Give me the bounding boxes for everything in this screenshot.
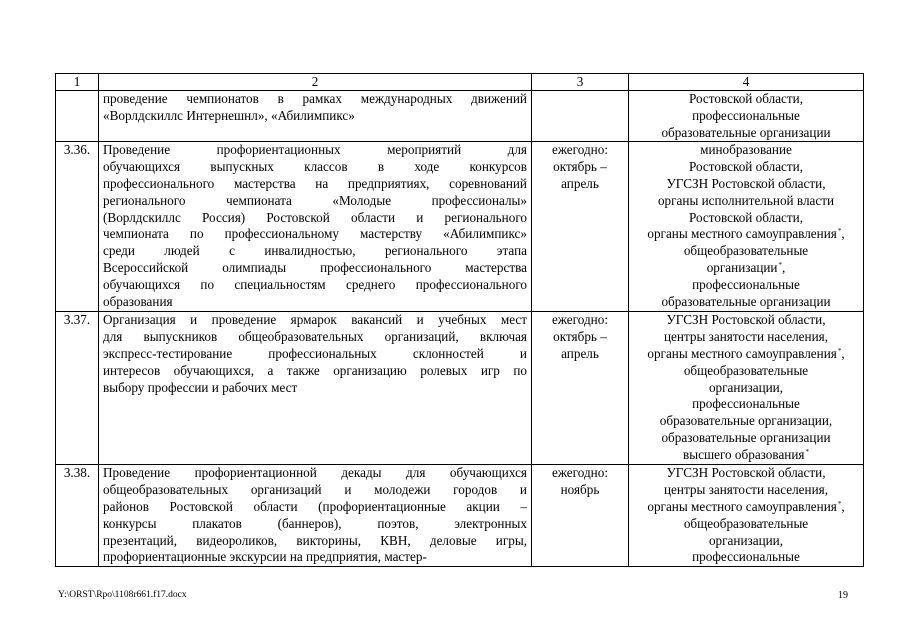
deadline-line: апрель: [561, 345, 599, 361]
description-line: экспресс-тестирование профессиональных склонностей и: [103, 345, 527, 361]
executor-text: общеобразовательные: [683, 515, 809, 531]
footnote-marker: *: [837, 227, 842, 236]
executor-line: [633, 176, 859, 193]
executor-line: [633, 447, 859, 464]
description-line: Проведение профориентационной декады для обучающихся: [103, 465, 527, 481]
executor-line: [633, 159, 859, 176]
description-line: интересов обучающихся, а также организацию ролевых игр по: [103, 362, 527, 378]
executor-text: органы местного самоуправления: [647, 345, 837, 361]
table-row: [56, 465, 864, 567]
executor-text: профессиональные: [692, 549, 800, 565]
description-line: профессионального мастерства на предприятиях, соревнований: [103, 175, 527, 191]
deadline-line: ежегодно:: [552, 312, 608, 328]
trailing-comma: ,: [841, 345, 845, 361]
executor-text: образовательные организации,: [659, 413, 833, 429]
executors-cell: [629, 91, 864, 142]
description-line: среди людей с инвалидностью, регионального этапа: [103, 243, 527, 259]
table-header-row: [56, 74, 864, 91]
executor-line: [633, 312, 859, 329]
executor-text: УГСЗН Ростовской области,: [666, 312, 826, 328]
deadline-line: ежегодно:: [552, 142, 608, 158]
deadline-cell: [532, 91, 629, 142]
deadline-line: октябрь –: [553, 329, 607, 345]
executor-line: [633, 465, 859, 482]
footnote-marker: *: [837, 499, 842, 508]
executor-line: [633, 549, 859, 566]
header-col-4: 4: [629, 74, 864, 91]
executor-text: общеобразовательные: [683, 362, 809, 378]
deadline-cell: [532, 142, 629, 312]
executor-text: образовательные организации: [661, 429, 831, 445]
description-line: образования: [103, 293, 173, 309]
row-number: 3.37.: [56, 312, 99, 465]
executor-line: [633, 533, 859, 550]
executor-line: [633, 396, 859, 413]
activity-description: [99, 465, 532, 567]
executor-line: [633, 226, 859, 243]
header-col-3: 3: [532, 74, 629, 91]
executors-cell: [629, 465, 864, 567]
executor-text: Ростовской области,: [688, 159, 804, 175]
description-line: регионального чемпионата «Молодые профессионалы»: [103, 192, 527, 208]
table-row: [56, 312, 864, 465]
executor-line: [633, 413, 859, 430]
executor-text: минобразование: [700, 142, 792, 158]
description-line: профориентационные экскурсии на предприятия, мастер-: [103, 549, 427, 565]
row-number: 3.36.: [56, 142, 99, 312]
table-row: [56, 91, 864, 142]
deadline-line: ежегодно:: [552, 465, 608, 481]
executor-text: центры занятости населения,: [663, 482, 828, 498]
description-line: чемпионата по профессиональному мастерству «Абилимпикс»: [103, 226, 527, 242]
row-number: 3.38.: [56, 465, 99, 567]
trailing-comma: ,: [841, 226, 845, 242]
description-line: общеобразовательных организаций и молодежи городов и: [103, 482, 527, 498]
executor-line: [633, 108, 859, 125]
executor-text: профессиональные: [692, 107, 800, 123]
executor-line: [633, 243, 859, 260]
header-col-1: 1: [56, 74, 99, 91]
header-col-2: 2: [99, 74, 532, 91]
executor-text: общеобразовательные: [683, 243, 809, 259]
description-line: Всероссийской олимпиады профессионального мастерства: [103, 259, 527, 275]
executor-line: [633, 380, 859, 397]
footnote-marker: *: [805, 447, 809, 456]
executor-line: [633, 277, 859, 294]
executor-text: организации,: [708, 532, 784, 548]
description-line: «Ворлдскиллс Интернешнл», «Абилимпикс»: [103, 107, 355, 123]
executor-line: [633, 430, 859, 447]
description-line: обучающихся выпускных классов в ходе конкурсов: [103, 159, 527, 175]
executor-text: органы исполнительной власти: [657, 192, 835, 208]
executor-text: органы местного самоуправления: [647, 226, 837, 242]
executor-text: Ростовской области,: [688, 91, 804, 106]
deadline-line: октябрь –: [553, 159, 607, 175]
footnote-marker: *: [778, 260, 782, 269]
executor-line: [633, 329, 859, 346]
executor-text: профессиональные: [692, 276, 800, 292]
executor-text: организации: [706, 259, 778, 275]
table-row: [56, 142, 864, 312]
executor-text: Ростовской области,: [688, 209, 804, 225]
executor-line: [633, 142, 859, 159]
executor-line: [633, 294, 859, 311]
executor-line: [633, 260, 859, 277]
footer-file-path: Y:\ORST\Rpo\1108r661.f17.docx: [58, 590, 187, 600]
description-line: для выпускников общеобразовательных организаций, включая: [103, 329, 527, 345]
activity-description: [99, 91, 532, 142]
executor-line: [633, 210, 859, 227]
executor-text: образовательные организации: [661, 124, 831, 140]
description-line: (Ворлдскиллс Россия) Ростовской области и регионального: [103, 209, 527, 225]
deadline-cell: [532, 312, 629, 465]
deadline-line: ноябрь: [560, 482, 600, 498]
executor-line: [633, 499, 859, 516]
activity-description: [99, 142, 532, 312]
trailing-comma: ,: [782, 259, 786, 275]
description-line: Проведение профориентационных мероприятий для: [103, 142, 527, 158]
executor-line: [633, 482, 859, 499]
description-line: Организация и проведение ярмарок вакансий и учебных мест: [103, 312, 527, 328]
description-line: обучающихся по специальностям среднего профессионального: [103, 276, 527, 292]
executor-text: УГСЗН Ростовской области,: [666, 465, 826, 481]
deadline-cell: [532, 465, 629, 567]
executor-line: [633, 516, 859, 533]
executor-line: [633, 125, 859, 142]
description-line: выбору профессии и рабочих мест: [103, 379, 298, 395]
executors-cell: [629, 312, 864, 465]
executor-text: УГСЗН Ростовской области,: [666, 175, 826, 191]
executor-line: [633, 91, 859, 108]
executor-text: высшего образования: [683, 446, 805, 462]
executors-cell: [629, 142, 864, 312]
footnote-marker: *: [837, 346, 842, 355]
description-line: конкурсы плакатов (баннеров), поэтов, электронных: [103, 515, 527, 531]
executor-text: центры занятости населения,: [663, 329, 828, 345]
page-number: 19: [838, 590, 848, 601]
description-line: презентаций, видеороликов, викторины, КВН, деловые игры,: [103, 532, 527, 548]
executor-text: профессиональные: [692, 396, 800, 412]
document-table: [55, 73, 864, 567]
trailing-comma: ,: [841, 498, 845, 514]
activity-description: [99, 312, 532, 465]
executor-text: организации,: [708, 379, 784, 395]
executor-text: образовательные организации: [661, 293, 831, 309]
description-line: проведение чемпионатов в рамках международных движений: [103, 91, 527, 106]
executor-line: [633, 193, 859, 210]
executor-line: [633, 363, 859, 380]
description-line: районов Ростовской области (профориентационные акции –: [103, 498, 527, 514]
deadline-line: апрель: [561, 175, 599, 191]
executor-line: [633, 346, 859, 363]
row-number: [56, 91, 99, 142]
executor-text: органы местного самоуправления: [647, 498, 837, 514]
